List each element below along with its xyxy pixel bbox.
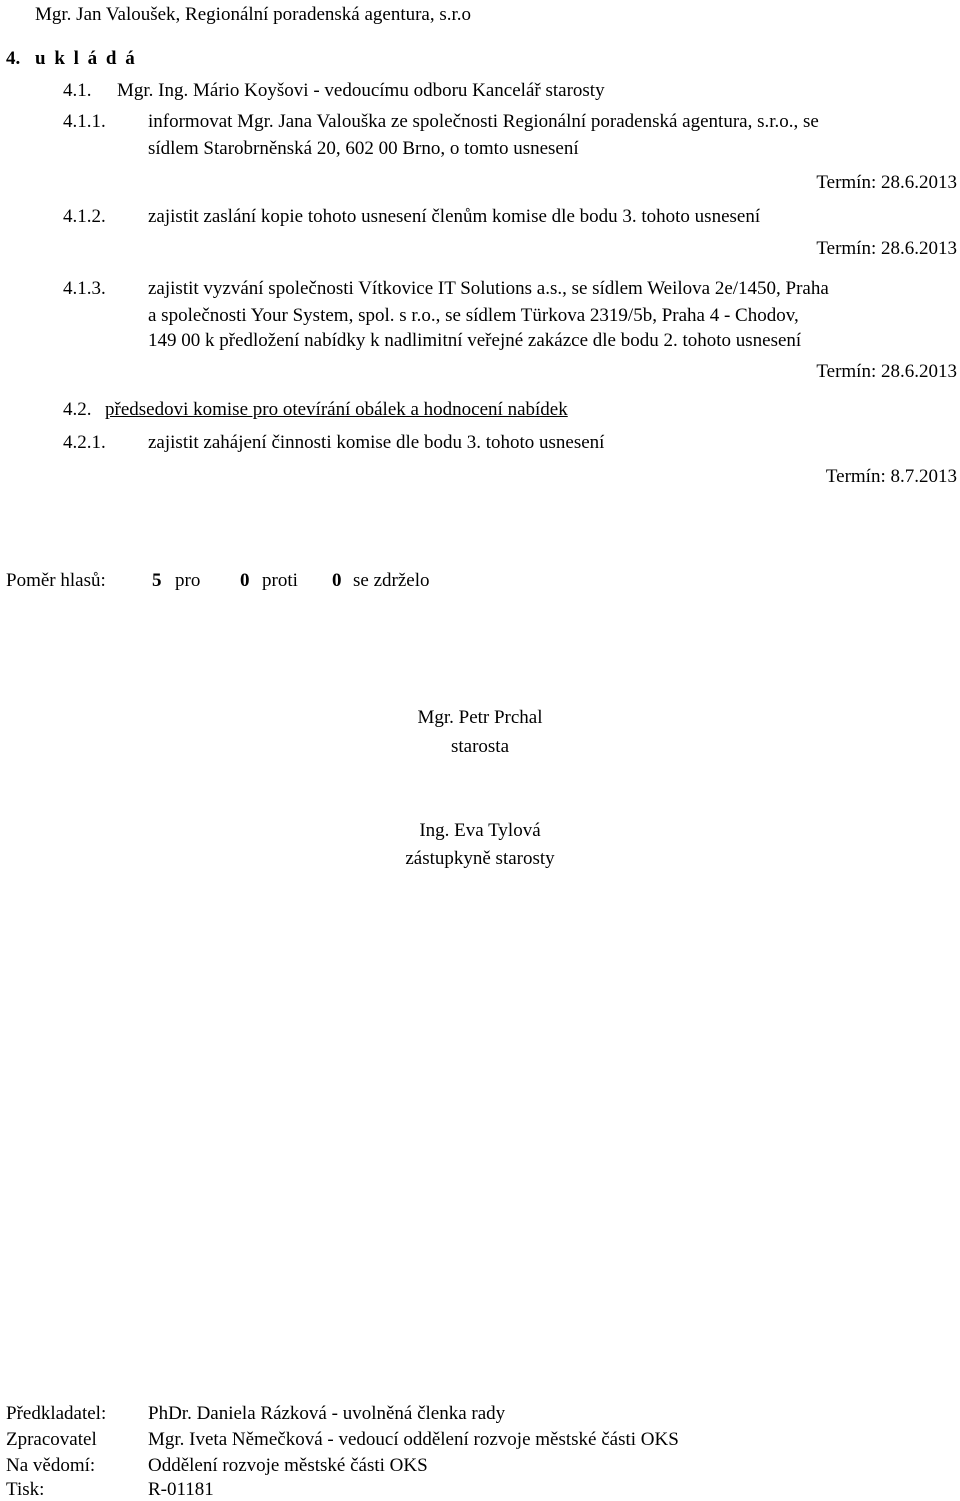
item-text-line: 149 00 k předložení nabídky k nadlimitní veřejné zakázce dle bodu 2. tohoto usnesení <box>148 330 802 351</box>
section-number: 4. <box>6 48 21 69</box>
vote-pro-label: pro <box>175 570 201 591</box>
subsection-title: předsedovi komise pro otevírání obálek a hodnocení nabídek <box>105 399 568 420</box>
vote-zdrzelo-label: se zdrželo <box>353 570 430 591</box>
item-text-line: a společnosti Your System, spol. s r.o., se sídlem Türkova 2319/5b, Praha 4 - Chodov, <box>148 305 799 326</box>
deadline: Termín: 28.6.2013 <box>816 238 957 259</box>
vote-proti-count: 0 <box>240 570 250 591</box>
signature-role: starosta <box>450 736 510 757</box>
footer-value: Mgr. Iveta Němečková - vedoucí oddělení rozvoje městské části OKS <box>148 1429 679 1450</box>
signature-name: Mgr. Petr Prchal <box>417 707 543 728</box>
item-text-line: informovat Mgr. Jana Valouška ze společnosti Regionální poradenská agentura, s.r.o., se <box>148 111 819 132</box>
vote-zdrzelo-count: 0 <box>332 570 342 591</box>
footer-label: Tisk: <box>6 1479 45 1500</box>
footer-value: Oddělení rozvoje městské části OKS <box>148 1455 428 1476</box>
signature-name: Ing. Eva Tylová <box>419 820 541 841</box>
vote-proti-label: proti <box>262 570 298 591</box>
footer-value: R-01181 <box>148 1479 214 1500</box>
deadline: Termín: 8.7.2013 <box>825 466 957 487</box>
subsection-title: Mgr. Ing. Mário Koyšovi - vedoucímu odboru Kancelář starosty <box>117 80 605 101</box>
subsection-number: 4.2. <box>63 399 92 420</box>
deadline: Termín: 28.6.2013 <box>816 361 957 382</box>
vote-pro-count: 5 <box>152 570 162 591</box>
footer-label: Zpracovatel <box>6 1429 97 1450</box>
vote-label: Poměr hlasů: <box>6 570 106 591</box>
item-text-line: zajistit zahájení činnosti komise dle bodu 3. tohoto usnesení <box>148 432 605 453</box>
footer-label: Na vědomí: <box>6 1455 96 1476</box>
footer-label: Předkladatel: <box>6 1403 107 1424</box>
item-text-line: zajistit vyzvání společnosti Vítkovice IT Solutions a.s., se sídlem Weilova 2e/1450, Praha <box>148 278 829 299</box>
item-number: 4.1.3. <box>63 278 106 299</box>
item-text-line: sídlem Starobrněnská 20, 602 00 Brno, o tomto usnesení <box>148 138 579 159</box>
footer-value: PhDr. Daniela Rázková - uvolněná členka rady <box>148 1403 506 1424</box>
item-number: 4.2.1. <box>63 432 106 453</box>
item-number: 4.1.2. <box>63 206 106 227</box>
item-text-line: zajistit zaslání kopie tohoto usnesení členům komise dle bodu 3. tohoto usnesení <box>148 206 761 227</box>
deadline: Termín: 28.6.2013 <box>816 172 957 193</box>
signature-role: zástupkyně starosty <box>405 848 555 869</box>
top-line: Mgr. Jan Valoušek, Regionální poradenská agentura, s.r.o <box>35 4 472 25</box>
subsection-number: 4.1. <box>63 80 92 101</box>
item-number: 4.1.1. <box>63 111 106 132</box>
section-title: u k l á d á <box>35 48 137 69</box>
